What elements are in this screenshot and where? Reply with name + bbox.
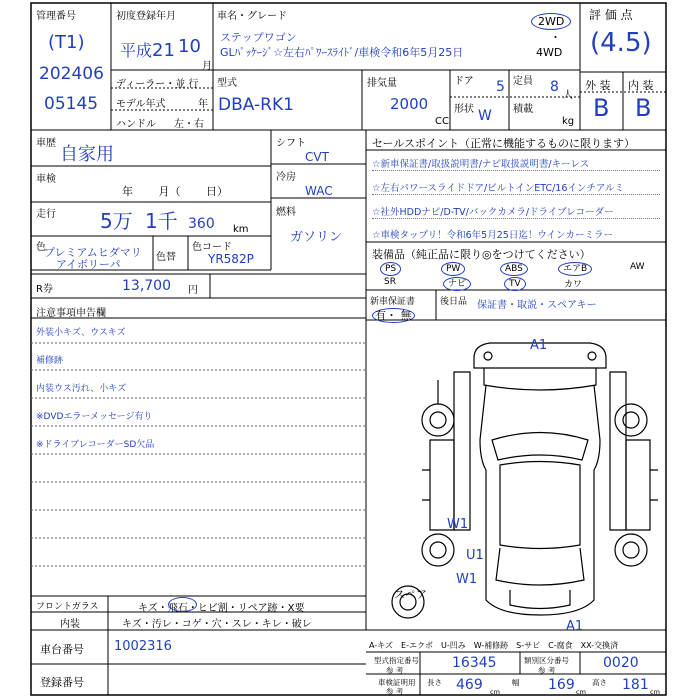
hito-label: 人 xyxy=(563,90,573,101)
ruibetsu-value: 0020 xyxy=(603,655,639,671)
gaisou-label: 外 装 xyxy=(585,79,611,92)
spare-label: スペア xyxy=(394,588,427,601)
model-year-label: モデル年式 xyxy=(116,99,166,110)
front-glass-label: フロントガラス xyxy=(36,602,99,612)
grade-line: GLﾊﾟｯｹｰｼﾞ☆左右ﾊﾟﾜｰｽﾗｲﾄﾞ/車検令和6年5月25日 xyxy=(220,46,464,59)
shareki-label: 車歴 xyxy=(36,138,56,149)
haba-label: 幅 xyxy=(512,678,520,687)
katashiki-label: 型式 xyxy=(217,78,237,89)
color-code-label: 色コード xyxy=(192,242,232,253)
naisou2-label: 内装 xyxy=(60,619,80,630)
door-label: ドア xyxy=(454,76,474,87)
sales-point-4: ☆車検タップリ！令和6年5月25日迄！ウインカーミラー xyxy=(372,230,614,241)
cm-label-1: cm xyxy=(490,688,500,696)
cc-label: CC xyxy=(435,116,449,127)
cm-label-2: cm xyxy=(576,688,586,696)
shaken-template: 年 月（ 日） xyxy=(122,185,228,198)
sales-point-2: ☆左右パワースライドドア/ビルトインETC/16インチアルミ xyxy=(372,180,660,195)
reibou-value: WAC xyxy=(305,184,333,198)
note-3: 内装ウス汚れ、小キズ xyxy=(36,384,127,394)
damage-mark-u1: U1 xyxy=(466,548,484,563)
damage-mark-a1-rear: A1 xyxy=(566,619,584,634)
nagasa-label: 長さ xyxy=(427,678,442,687)
dealer-label: ディーラー・並 行 xyxy=(116,79,199,90)
note-5: ※ドライブレコーダーSD欠品 xyxy=(36,440,155,450)
kg-label: kg xyxy=(562,116,575,127)
km-label: km xyxy=(233,224,249,235)
score: (4.5) xyxy=(590,28,652,58)
teiin-value: 8 xyxy=(550,79,559,95)
damage-legend: A-キズ E-エクボ U-凹み W-補修跡 S-サビ C-腐食 XX-交換済 xyxy=(369,641,619,650)
nen-label: 年 xyxy=(198,99,208,110)
door-value: 5 xyxy=(496,79,505,95)
cm-label-3: cm xyxy=(650,688,660,696)
damage-mark-w1-left: W1 xyxy=(447,517,469,532)
shaken-label: 車検 xyxy=(36,174,56,185)
equip-sr: SR xyxy=(384,277,396,287)
gojitsu-value: 保証書・取説・スペアキー xyxy=(477,300,597,311)
color-code-value: YR582P xyxy=(208,252,254,266)
nenryou-value: ガソリン xyxy=(290,230,343,245)
shaken-shoumei-label: 車検証明用 xyxy=(378,678,416,687)
shift-label: シフト xyxy=(276,138,306,149)
sankou-label-1: 参 考 xyxy=(386,666,404,675)
teiin-label: 定員 xyxy=(513,76,533,87)
sankou-label-2: 参 考 xyxy=(538,666,556,675)
r-ken-label: R券 xyxy=(36,284,53,295)
gojitsu-label: 後日品 xyxy=(440,297,468,307)
iro-label: 色 xyxy=(36,242,46,253)
sankou-label-3: 参 考 xyxy=(386,687,404,696)
ruibetsu-label: 類別区分番号 xyxy=(524,656,569,665)
equip-tv: TV xyxy=(504,277,526,291)
kanri-num2: 05145 xyxy=(44,94,99,114)
shamei-grade-label: 車名・グレード xyxy=(217,11,287,22)
r-ken-value: 13,700 xyxy=(122,278,171,294)
hyoukaten-label: 評 価 点 xyxy=(589,8,633,22)
era: 平成21 xyxy=(120,40,175,61)
shift-value: CVT xyxy=(305,150,329,164)
drive-dot: ・ xyxy=(550,31,561,44)
note-4: ※DVDエラーメッセージ有り xyxy=(36,412,153,422)
gaisou-value: B xyxy=(593,94,610,122)
shadai-bangou-value: 1002316 xyxy=(114,639,172,654)
equip-kawa: カワ xyxy=(564,280,583,290)
damage-mark-a1-front: A1 xyxy=(530,338,548,353)
damage-mark-w1-rear: W1 xyxy=(456,572,478,587)
equip-pw: PW xyxy=(441,262,465,276)
front-glass-options: キズ・飛石・ヒビ割・リペア跡・X要 xyxy=(138,603,305,614)
sekisai-label: 積載 xyxy=(513,104,533,115)
handle-label: ハンドル xyxy=(116,119,156,130)
month: 10 xyxy=(178,36,201,57)
kanri-num1: 202406 xyxy=(39,64,104,84)
haikiryou-label: 排気量 xyxy=(367,78,397,89)
reibou-label: 冷房 xyxy=(276,172,296,183)
drive-2wd: 2WD xyxy=(531,13,571,30)
haba-value: 169 xyxy=(548,677,575,693)
mileage-sen: 1千 xyxy=(145,209,178,233)
equip-navi: ナビ xyxy=(443,277,471,291)
tobiishi-circle xyxy=(168,597,197,612)
color-line1: プレミアムヒダマリ xyxy=(44,246,142,259)
note-1: 外装小キズ、ウスキズ xyxy=(36,328,126,338)
nenryou-label: 燃料 xyxy=(276,207,296,218)
naisou-value: B xyxy=(635,94,652,122)
tsuki-label: 月 xyxy=(202,61,212,72)
note-2: 補修跡 xyxy=(36,356,64,366)
kanri-bangou-label: 管理番号 xyxy=(36,11,76,22)
drive-4wd: 4WD xyxy=(536,46,563,59)
shadai-bangou-label: 車台番号 xyxy=(40,643,84,656)
mileage-rest: 360 xyxy=(188,216,215,232)
naisou-label: 内 装 xyxy=(628,79,654,92)
sales-point-1: ☆新車保証書/取扱説明書/ナビ取扱説明書/キーレス xyxy=(372,156,660,171)
shareki-value: 自家用 xyxy=(60,144,114,165)
equip-ps: PS xyxy=(380,262,401,276)
equip-airbag: エアB xyxy=(558,262,592,276)
soubihin-label: 装備品（純正品に限り◎をつけてください） xyxy=(372,248,591,261)
irogae-label: 色替 xyxy=(156,252,176,263)
handle-options: 左・右 xyxy=(174,119,204,130)
haikiryou-value: 2000 xyxy=(390,95,429,113)
soukou-label: 走行 xyxy=(36,209,56,220)
kanri-code: (T1) xyxy=(48,32,85,53)
naisou-options: キズ・汚レ・コゲ・穴・スレ・キレ・破レ xyxy=(122,619,312,630)
equip-aw: AW xyxy=(630,262,645,272)
takasa-label: 高さ xyxy=(592,678,607,687)
keijou-label: 形状 xyxy=(454,104,474,115)
car-name: ステップワゴン xyxy=(220,31,297,44)
yen-label: 円 xyxy=(188,285,198,296)
keijou-value: W xyxy=(478,108,492,124)
takasa-value: 181 xyxy=(622,677,649,693)
katashiki-shitei-label: 型式指定番号 xyxy=(374,656,419,665)
katashiki-value: DBA-RK1 xyxy=(218,95,294,115)
hoshousho-value: 有・ 無 xyxy=(372,307,415,323)
katashiki-shitei-value: 16345 xyxy=(452,655,497,671)
mileage-man: 5万 xyxy=(100,209,133,233)
shodo-touroku-label: 初度登録年月 xyxy=(116,11,176,22)
equip-abs: ABS xyxy=(500,262,528,276)
chuui-jikou-label: 注意事項申告欄 xyxy=(36,308,106,319)
touroku-bangou-label: 登録番号 xyxy=(40,676,84,689)
nagasa-value: 469 xyxy=(456,677,483,693)
sales-point-label: セールスポイント（正常に機能するものに限ります） xyxy=(372,137,636,150)
sales-point-3: ☆社外HDDナビ/D-TV/バックカメラ/ドライブレコーダー xyxy=(372,204,660,219)
color-line2: アイボリーパ xyxy=(56,258,121,271)
shinsha-hoshousho-label: 新車保証書 xyxy=(370,297,416,307)
